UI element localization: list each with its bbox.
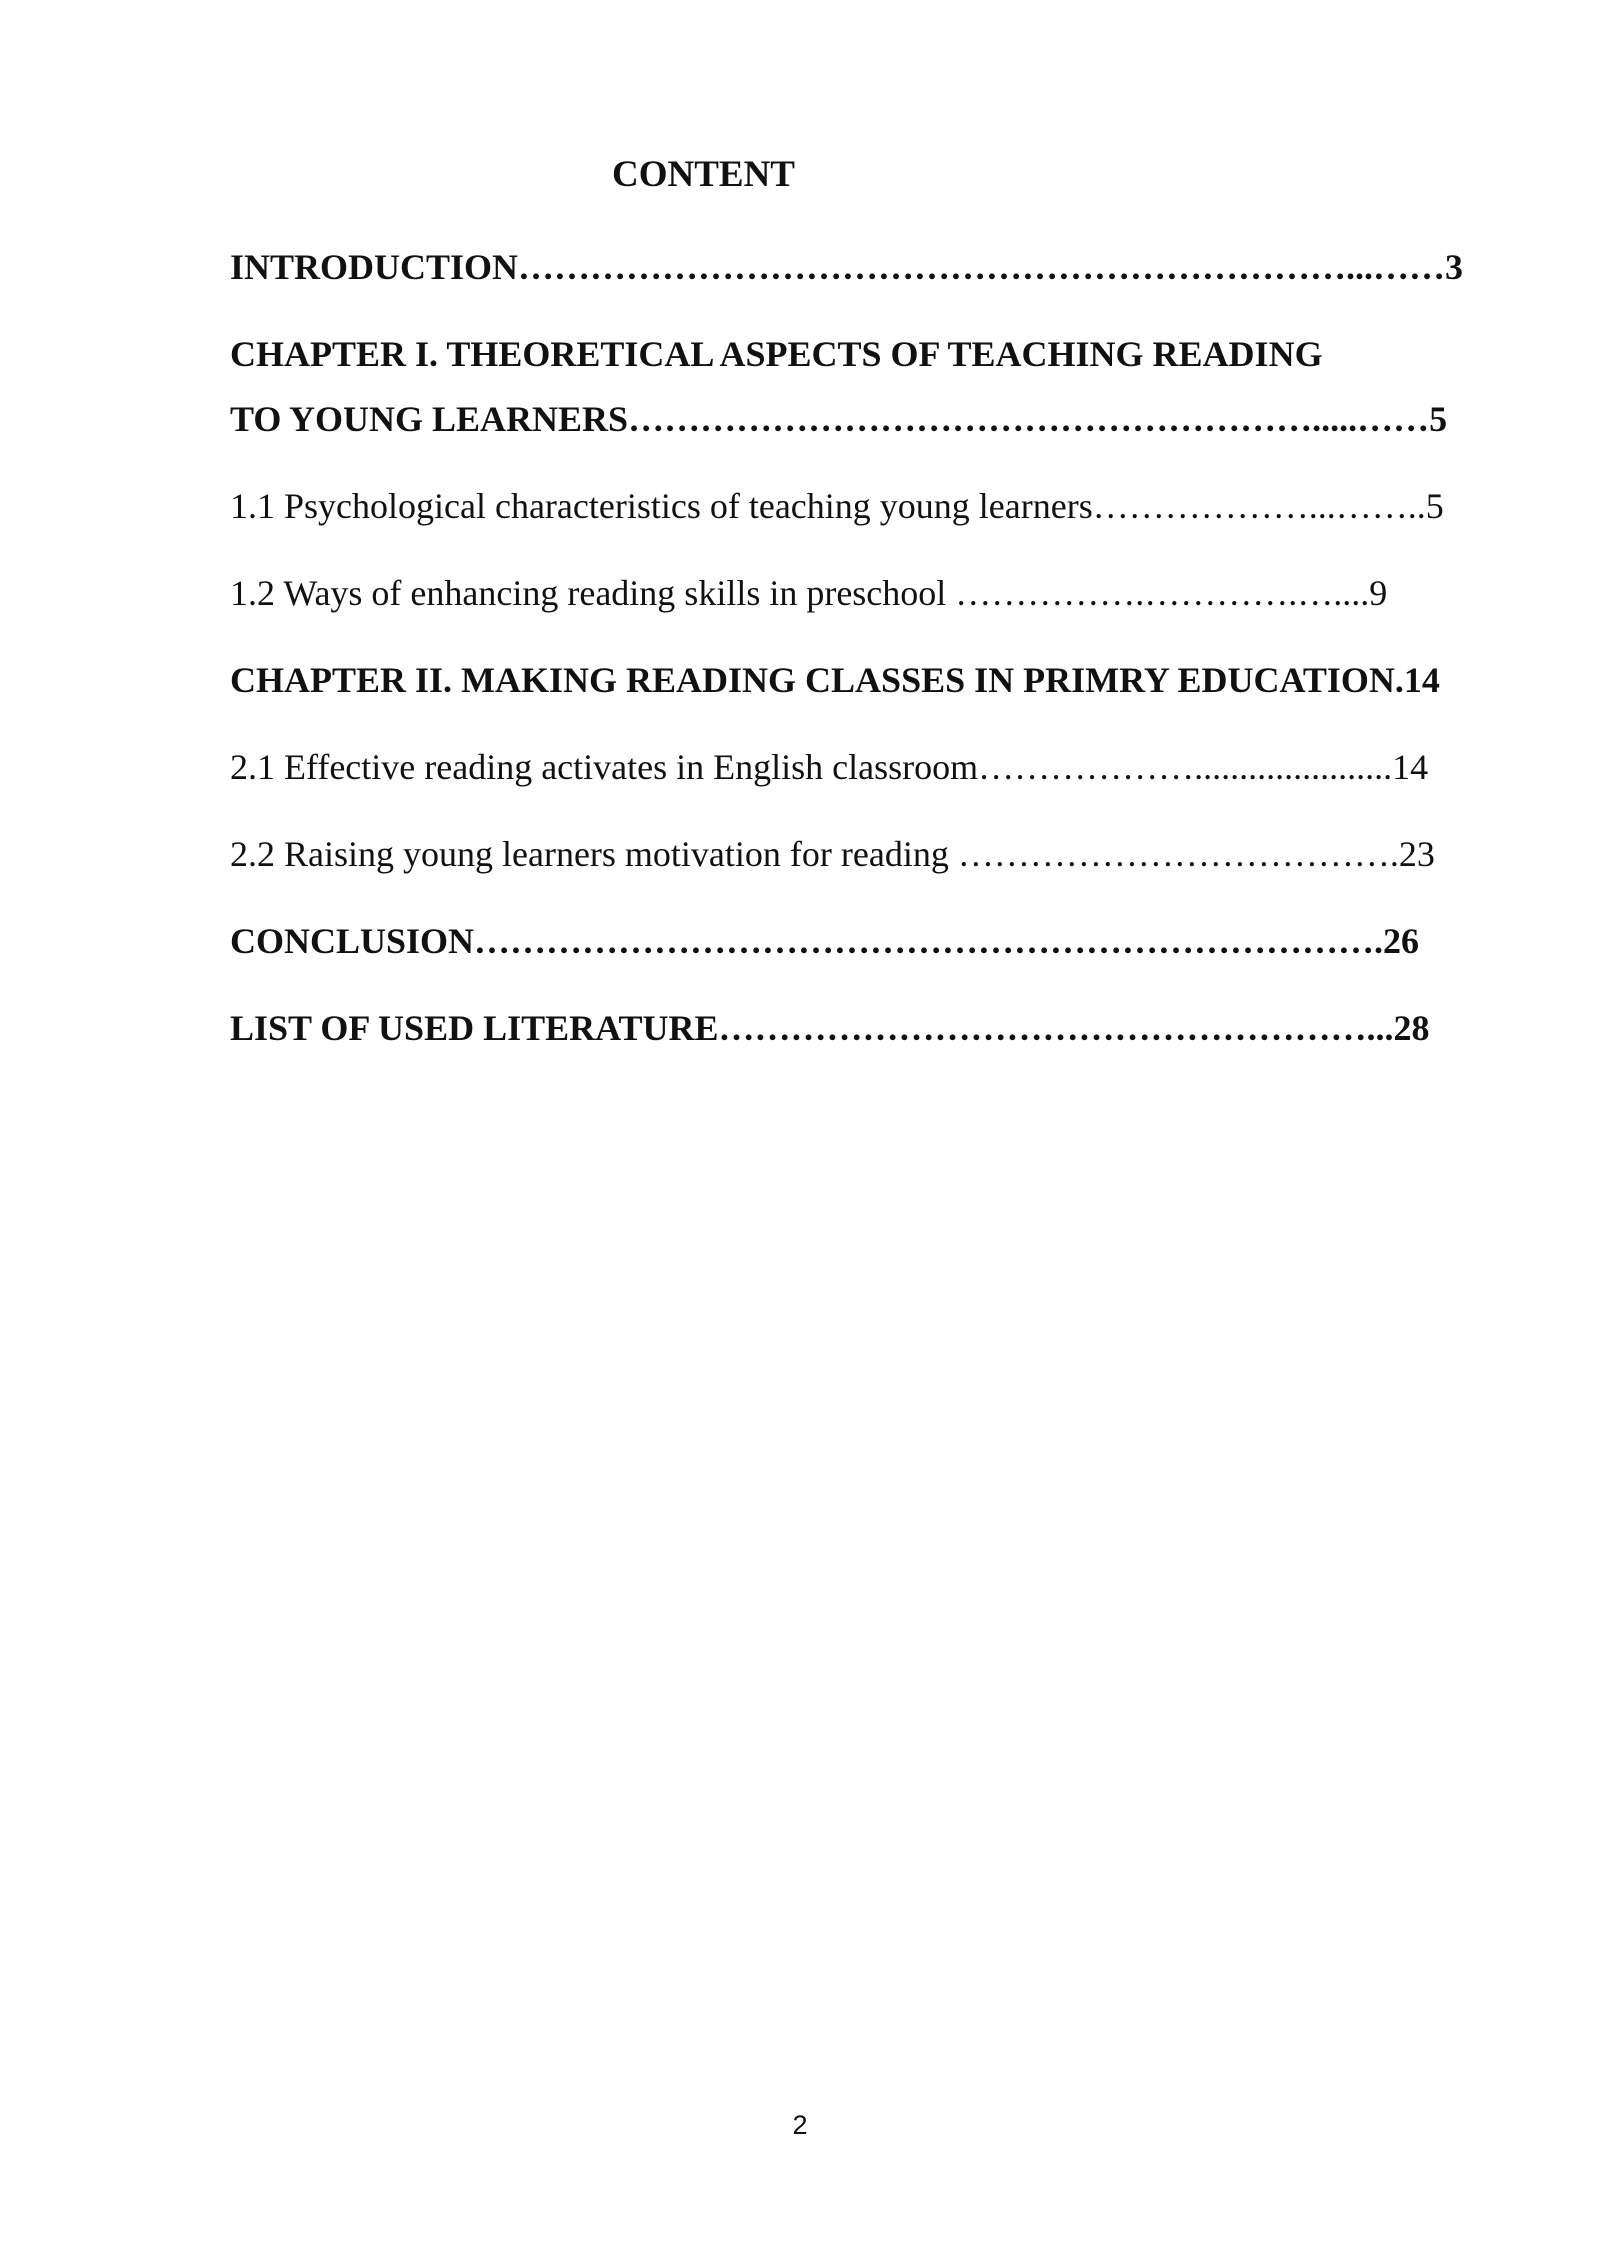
toc-entry-chapter-1 [230,322,1492,452]
toc-entry-chapter-2: CHAPTER II. MAKING READING CLASSES IN PRIMRY EDUCATION.14 [230,660,1440,700]
toc-entry-literature: LIST OF USED LITERATURE………………………………………………...28 [230,1008,1430,1048]
toc-chapter-1-line-2: TO YOUNG LEARNERS………………………………………………….....……5 [230,399,1448,439]
page-number: 2 [792,2110,808,2140]
toc-entry-section-1-2: 1.2 Ways of enhancing reading skills in preschool …………….………….…....9 [230,573,1388,613]
page-title: CONTENT [612,154,795,195]
toc-entry-conclusion: CONCLUSION………………………………………………………………….26 [230,921,1420,961]
toc-chapter-1-line-1: CHAPTER I. THEORETICAL ASPECTS OF TEACHING READING [230,334,1323,374]
table-of-contents [230,235,1492,1061]
toc-entry-section-1-1: 1.1 Psychological characteristics of teaching young learners………………...……..5 [230,486,1444,526]
toc-entry-introduction: INTRODUCTION……………………………………………………………...……3 [230,247,1464,287]
toc-entry-section-2-2: 2.2 Raising young learners motivation for reading ……………………………….23 [230,834,1435,874]
toc-entry-section-2-1: 2.1 Effective reading activates in English classroom………………......................14 [230,747,1429,787]
